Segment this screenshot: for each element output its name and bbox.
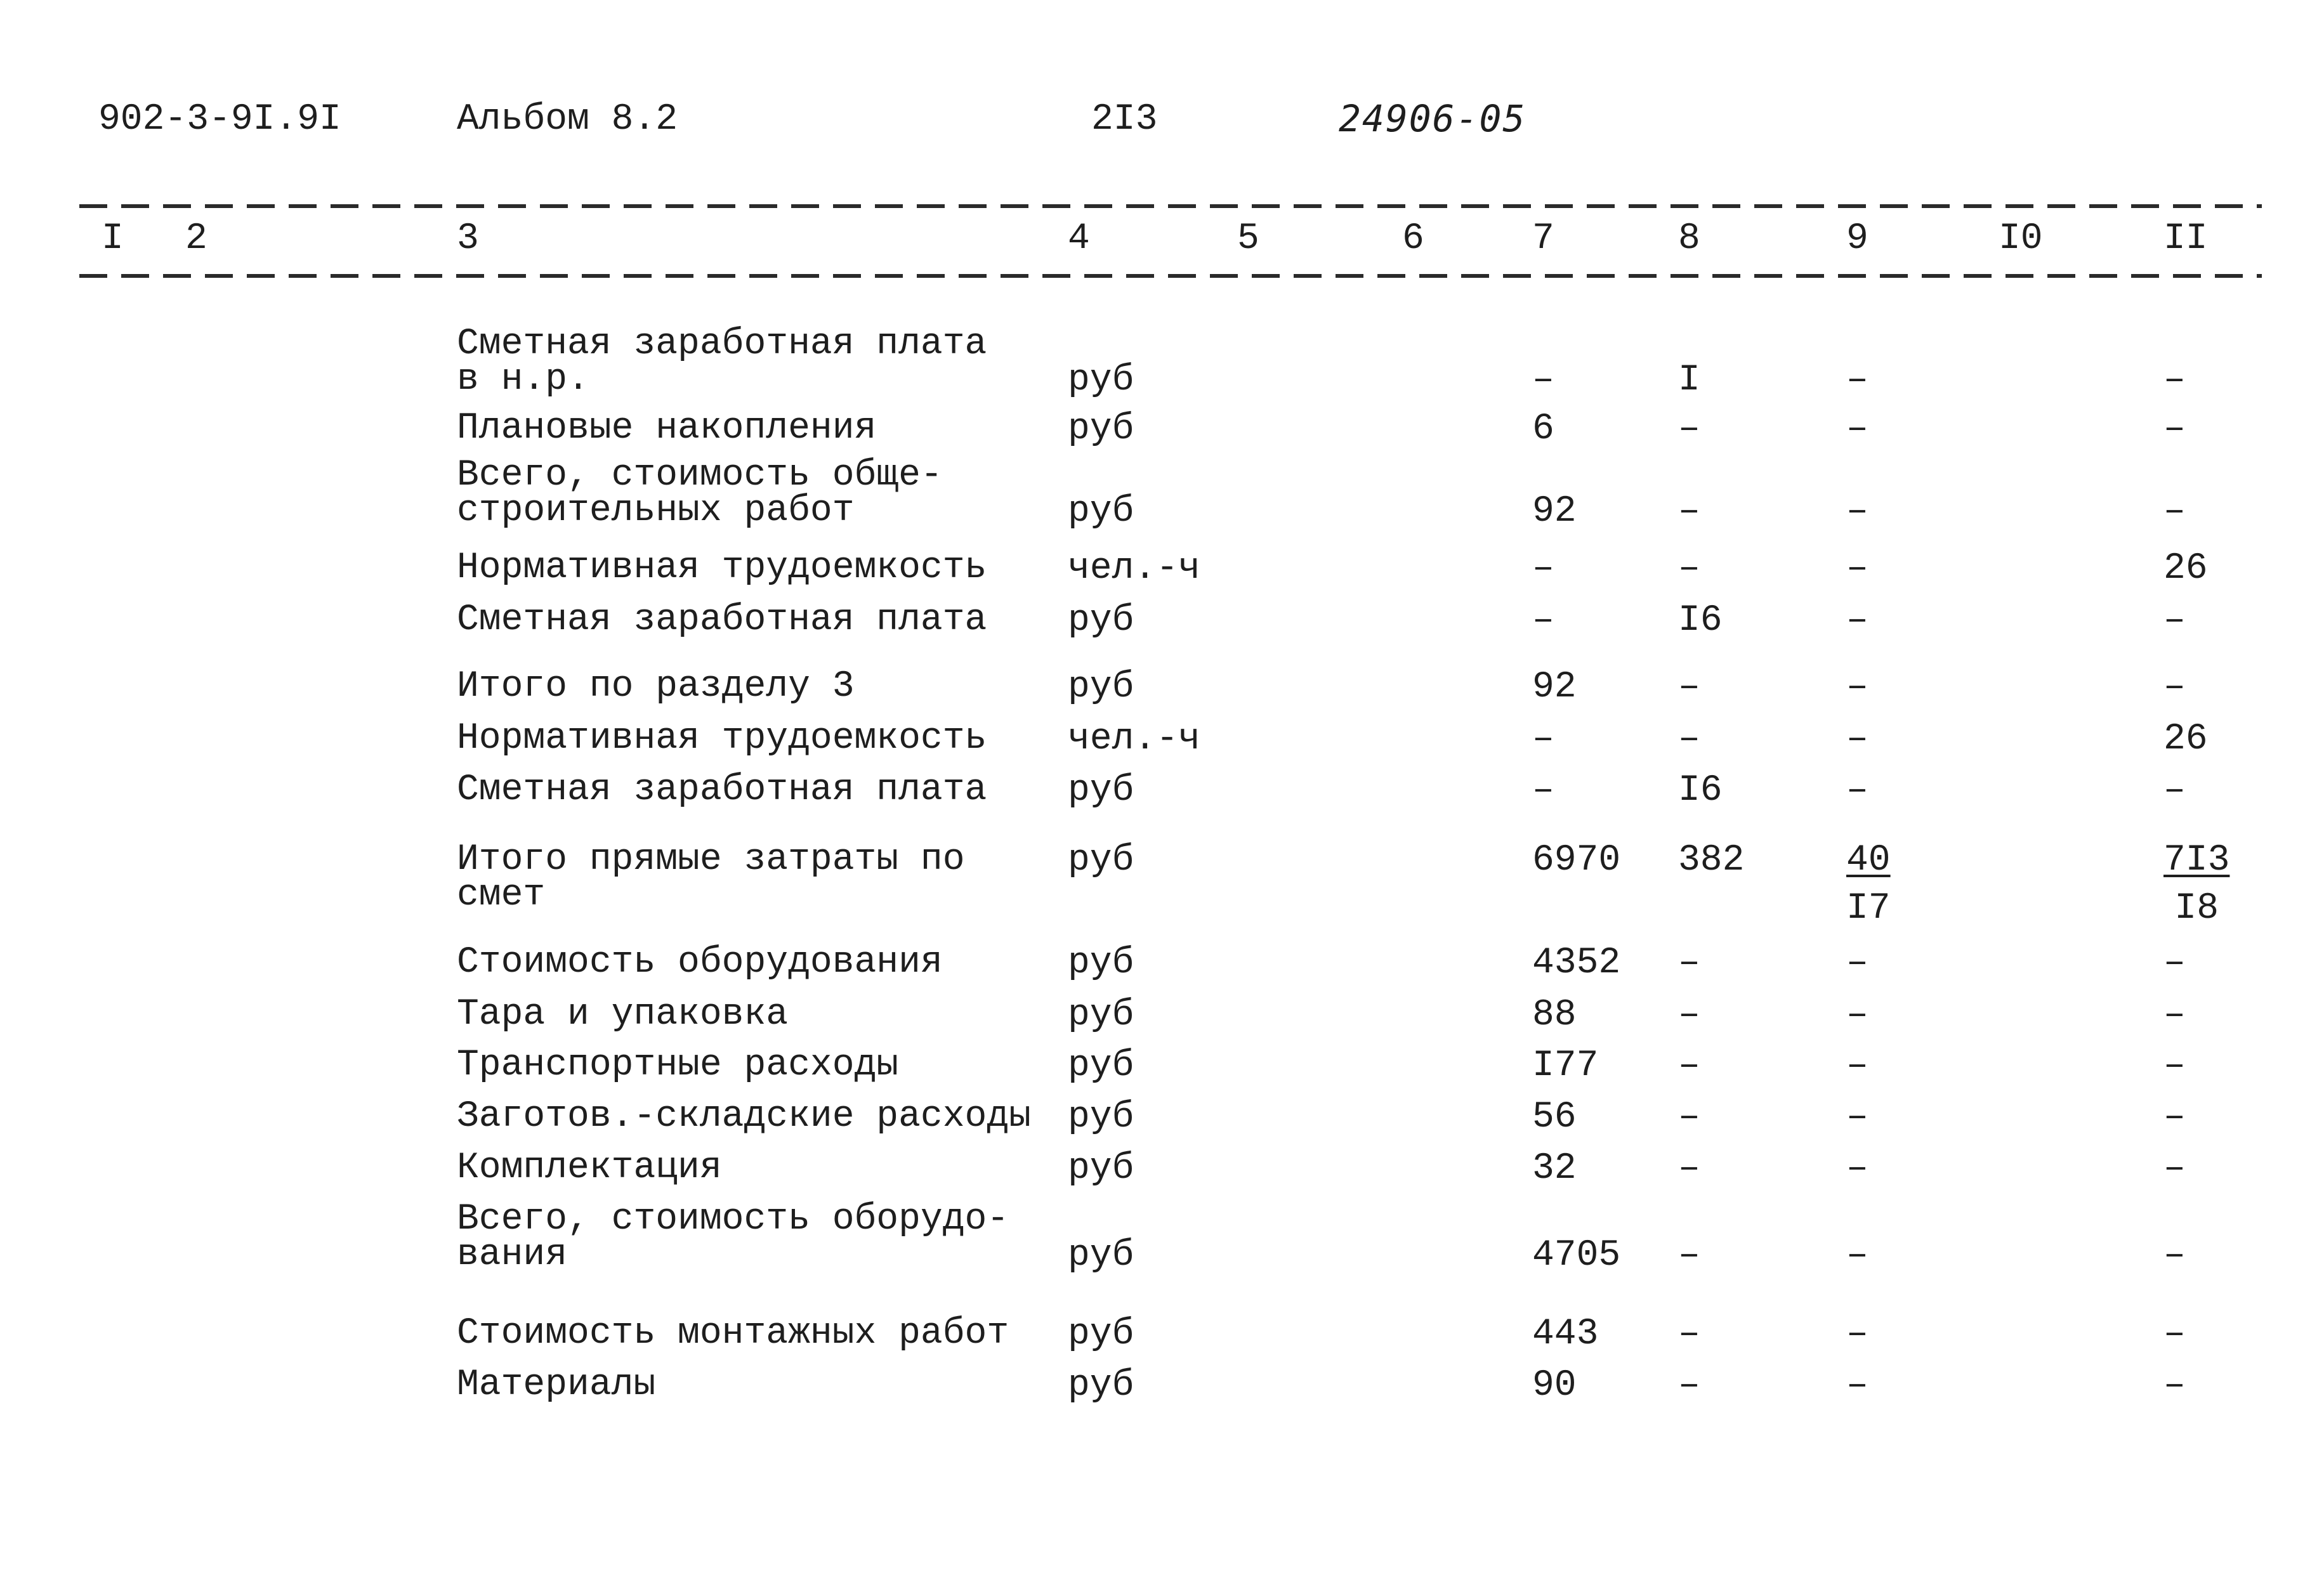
value-cell-col-11: –: [2163, 600, 2186, 641]
value-cell-col-9: –: [1846, 548, 1868, 589]
value-cell-col-7: –: [1532, 770, 1554, 811]
row-label: Всего, стоимость обще- строительных работ: [457, 455, 943, 532]
value-cell-col-8: –: [1678, 1045, 1700, 1087]
row-unit: руб: [1068, 995, 1134, 1036]
column-number: 9: [1846, 218, 1868, 259]
value-cell-col-8: I: [1678, 360, 1700, 401]
row-label: Заготов.-складские расходы: [457, 1096, 1031, 1137]
value-cell-col-7: 92: [1532, 491, 1577, 532]
fraction-value: [1846, 842, 1891, 927]
column-number: 7: [1532, 218, 1554, 259]
row-unit: руб: [1068, 600, 1134, 641]
value-cell-col-7: 88: [1532, 995, 1577, 1036]
value-cell-col-8: 382: [1678, 840, 1745, 881]
row-label: Сметная заработная плата в н.р.: [457, 323, 987, 400]
inventory-code: 24906-05: [1339, 97, 1526, 140]
value-cell-col-9: –: [1846, 360, 1868, 401]
value-cell-col-7: –: [1532, 360, 1554, 401]
column-number: 8: [1678, 218, 1700, 259]
fraction-denominator: I7: [1846, 888, 1891, 929]
value-cell-col-8: –: [1678, 995, 1700, 1036]
value-cell-col-7: 90: [1532, 1365, 1577, 1406]
value-cell-col-11: –: [2163, 1148, 2186, 1189]
value-cell-col-11: –: [2163, 1314, 2186, 1355]
value-cell-col-9: –: [1846, 719, 1868, 760]
value-cell-col-9: –: [1846, 995, 1868, 1036]
row-label: Итого прямые затраты по смет: [457, 839, 965, 916]
row-unit: руб: [1068, 943, 1134, 984]
fraction-denominator: I8: [2174, 888, 2219, 929]
fraction-numerator: 7I3: [2163, 840, 2230, 881]
row-label: Материалы: [457, 1364, 656, 1406]
value-cell-col-9: –: [1846, 408, 1868, 450]
value-cell-col-8: –: [1678, 1314, 1700, 1355]
value-cell-col-9: –: [1846, 1097, 1868, 1138]
value-cell-col-9: –: [1846, 1045, 1868, 1087]
value-cell-col-11: –: [2163, 1235, 2186, 1276]
value-cell-col-11: –: [2163, 667, 2186, 708]
value-cell-col-11: [2163, 842, 2229, 927]
row-unit: руб: [1068, 1148, 1134, 1189]
value-cell-col-8: –: [1678, 667, 1700, 708]
row-label: Транспортные расходы: [457, 1045, 899, 1086]
value-cell-col-8: I6: [1678, 770, 1723, 811]
value-cell-col-8: I6: [1678, 600, 1723, 641]
value-cell-col-9: –: [1846, 667, 1868, 708]
row-unit: чел.-ч: [1068, 719, 1200, 760]
album-label: Альбом 8.2: [457, 99, 678, 140]
value-cell-col-8: –: [1678, 1365, 1700, 1406]
value-cell-col-7: I77: [1532, 1045, 1599, 1087]
value-cell-col-7: –: [1532, 600, 1554, 641]
row-label: Плановые накопления: [457, 408, 877, 449]
row-unit: руб: [1068, 1235, 1134, 1276]
value-cell-col-11: 26: [2163, 548, 2208, 589]
value-cell-col-11: –: [2163, 995, 2186, 1036]
value-cell-col-8: –: [1678, 719, 1700, 760]
row-label: Сметная заработная плата: [457, 769, 987, 811]
value-cell-col-11: –: [2163, 1365, 2186, 1406]
column-number: II: [2163, 218, 2208, 259]
value-cell-col-7: 92: [1532, 667, 1577, 708]
value-cell-col-9: –: [1846, 770, 1868, 811]
row-unit: руб: [1068, 1365, 1134, 1406]
value-cell-col-7: 4705: [1532, 1235, 1621, 1276]
value-cell-col-11: 26: [2163, 719, 2208, 760]
row-unit: руб: [1068, 667, 1134, 708]
value-cell-col-11: –: [2163, 1045, 2186, 1087]
row-unit: чел.-ч: [1068, 548, 1200, 589]
row-unit: руб: [1068, 408, 1134, 450]
value-cell-col-9: –: [1846, 943, 1868, 984]
row-unit: руб: [1068, 1097, 1134, 1138]
value-cell-col-11: –: [2163, 770, 2186, 811]
row-label: Комплектация: [457, 1147, 722, 1189]
column-number: I: [102, 218, 124, 259]
row-unit: руб: [1068, 1045, 1134, 1087]
row-unit: руб: [1068, 491, 1134, 532]
value-cell-col-11: –: [2163, 360, 2186, 401]
column-number: I0: [1999, 218, 2043, 259]
value-cell-col-7: 32: [1532, 1148, 1577, 1189]
value-cell-col-8: –: [1678, 1097, 1700, 1138]
column-number: 2: [185, 218, 207, 259]
row-unit: руб: [1068, 840, 1134, 881]
column-number: 5: [1237, 218, 1259, 259]
value-cell-col-11: –: [2163, 943, 2186, 984]
value-cell-col-11: –: [2163, 408, 2186, 450]
row-unit: руб: [1068, 360, 1134, 401]
fraction-value: [2163, 842, 2229, 927]
column-number: 3: [457, 218, 479, 259]
row-label: Тара и упаковка: [457, 994, 789, 1035]
row-label: Сметная заработная плата: [457, 599, 987, 641]
value-cell-col-7: –: [1532, 719, 1554, 760]
page-number: 2I3: [1091, 99, 1158, 140]
value-cell-col-8: –: [1678, 491, 1700, 532]
row-label: Стоимость оборудования: [457, 942, 943, 983]
value-cell-col-8: –: [1678, 548, 1700, 589]
value-cell-col-7: 6970: [1532, 840, 1621, 881]
value-cell-col-9: [1846, 842, 1891, 927]
row-label: Стоимость монтажных работ: [457, 1313, 1009, 1354]
fraction-numerator: 40: [1846, 840, 1891, 881]
document-number: 902-3-9I.9I: [98, 99, 341, 140]
row-unit: руб: [1068, 1314, 1134, 1355]
value-cell-col-8: –: [1678, 943, 1700, 984]
value-cell-col-9: –: [1846, 1148, 1868, 1189]
row-label: Итого по разделу 3: [457, 666, 855, 707]
value-cell-col-9: –: [1846, 1365, 1868, 1406]
column-number: 6: [1402, 218, 1424, 259]
row-unit: руб: [1068, 770, 1134, 811]
value-cell-col-9: –: [1846, 1314, 1868, 1355]
column-number: 4: [1068, 218, 1090, 259]
value-cell-col-11: –: [2163, 491, 2186, 532]
value-cell-col-7: –: [1532, 548, 1554, 589]
value-cell-col-7: 443: [1532, 1314, 1599, 1355]
row-label: Всего, стоимость оборудо- вания: [457, 1199, 1009, 1276]
value-cell-col-9: –: [1846, 1235, 1868, 1276]
value-cell-col-9: –: [1846, 600, 1868, 641]
row-label: Нормативная трудоемкость: [457, 718, 987, 759]
value-cell-col-8: –: [1678, 408, 1700, 450]
value-cell-col-7: 6: [1532, 408, 1554, 450]
value-cell-col-11: –: [2163, 1097, 2186, 1138]
value-cell-col-7: 4352: [1532, 943, 1621, 984]
value-cell-col-7: 56: [1532, 1097, 1577, 1138]
value-cell-col-8: –: [1678, 1235, 1700, 1276]
value-cell-col-8: –: [1678, 1148, 1700, 1189]
row-label: Нормативная трудоемкость: [457, 547, 987, 589]
value-cell-col-9: –: [1846, 491, 1868, 532]
